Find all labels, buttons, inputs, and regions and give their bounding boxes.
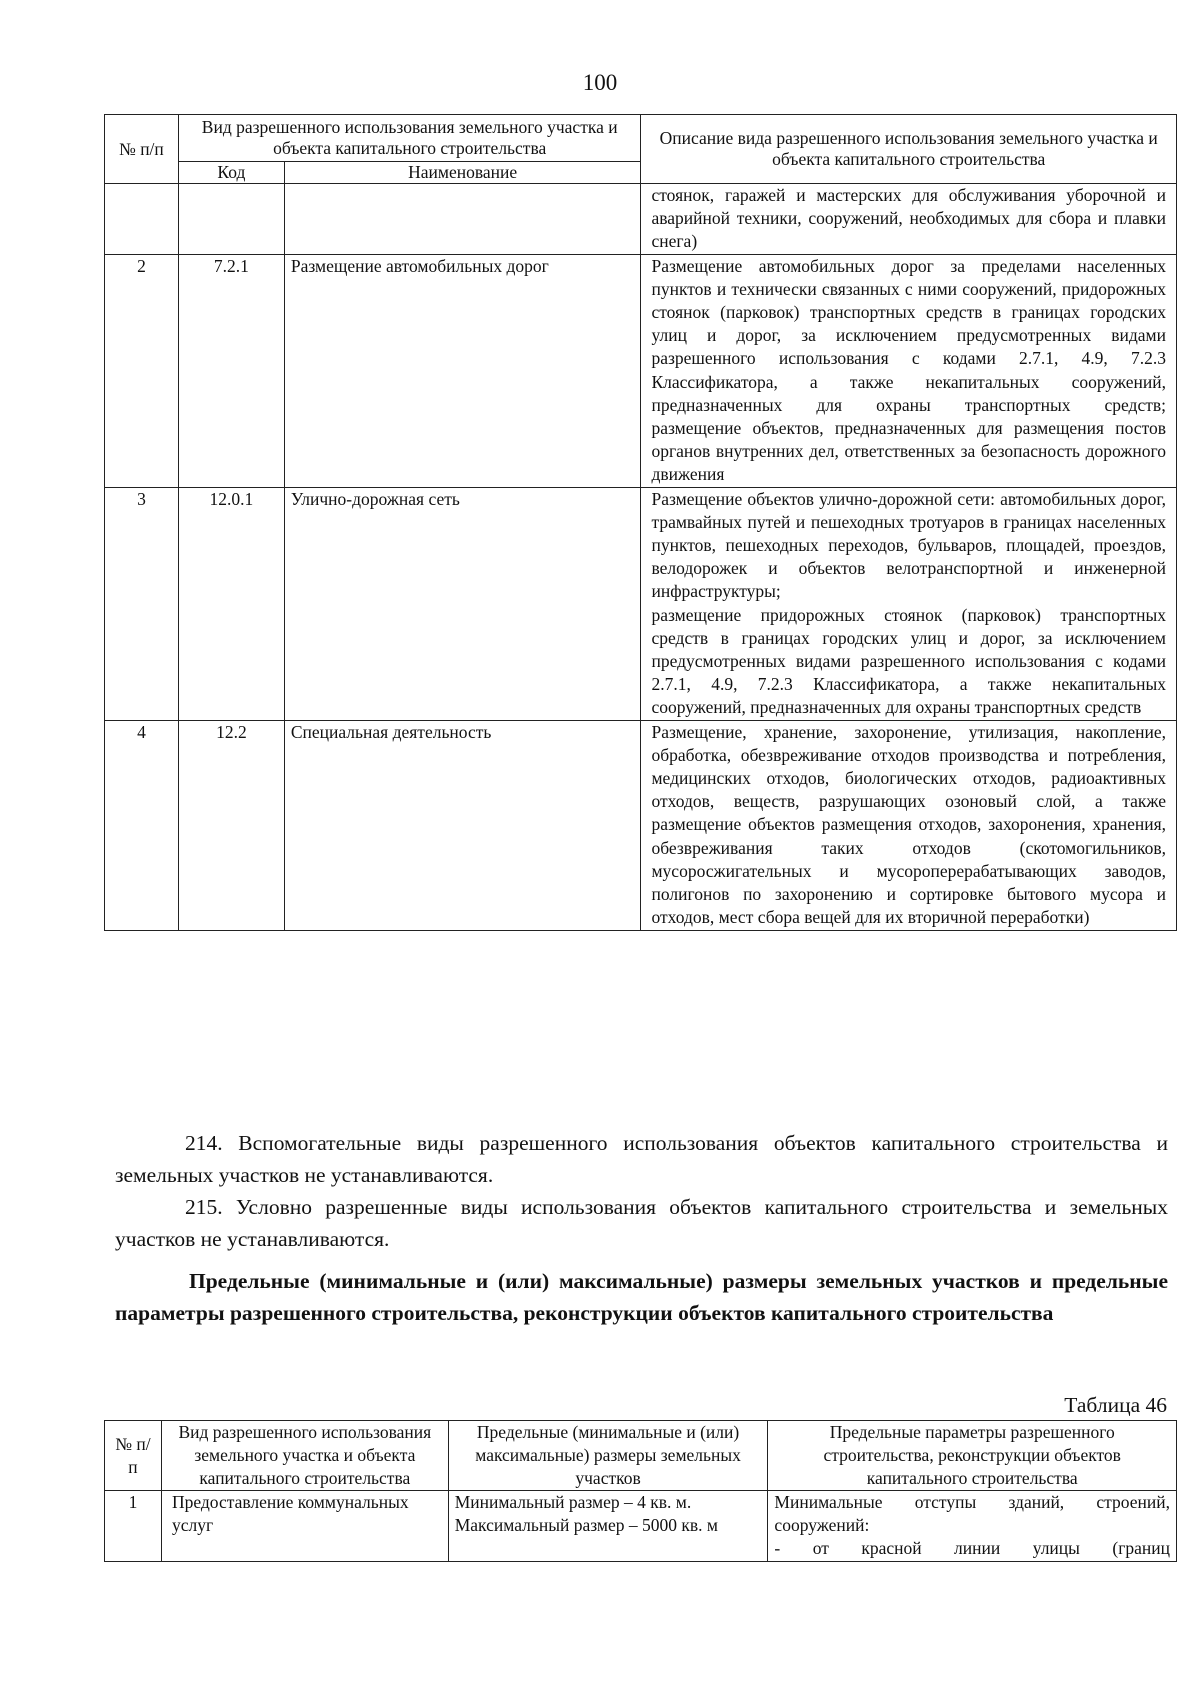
header-params: Предельные параметры разрешенного строительства, реконструкции объектов капитального строительства <box>768 1421 1177 1491</box>
paragraph-214-text: 214. Вспомогательные виды разрешенного использования объектов капитального строительства и земельных участков не устанавливаются. <box>115 1131 1168 1187</box>
table-row <box>105 720 1177 930</box>
header-kind: Вид разрешенного использования земельного участка и объекта капитального строительства <box>161 1421 448 1491</box>
paragraph-215 <box>115 1191 1168 1255</box>
description-part: Размещение автомобильных дорог за пределами населенных пунктов и технически связанных с ними сооружений, придорожных стоянок (парковок) транспортных средств в границах городских улиц и дорог, за исключением предусмотренных видами разрешенного использования с кодами 2.7.1, 4.9, 7.2.3 Классификатора, а также некапитальных сооружений, предназначенных для охраны транспортных средств; <box>651 255 1166 415</box>
header-code: Код <box>178 162 284 184</box>
row-name: Улично-дорожная сеть <box>284 487 641 720</box>
row-num: 4 <box>105 720 179 930</box>
row-name: Размещение автомобильных дорог <box>284 254 641 487</box>
section-heading: Предельные (минимальные и (или) максимальные) размеры земельных участков и предельные параметры разрешенного строительства, реконструкции объектов капитального строительства <box>115 1269 1168 1325</box>
row-code: 12.2 <box>178 720 284 930</box>
description-part: Размещение объектов улично-дорожной сети: автомобильных дорог, трамвайных путей и пешеходных тротуаров в границах населенных пунктов, пешеходных переходов, бульваров, площадей, проездов, велодорожек и объектов велотранспортной и инженерной инфраструктуры; <box>651 488 1166 602</box>
description-cell <box>641 487 1177 720</box>
row-params <box>768 1491 1177 1562</box>
description-part: размещение объектов, предназначенных для размещения постов органов внутренних дел, ответственных за безопасность дорожного движения <box>651 418 1166 485</box>
header-name: Наименование <box>284 162 641 184</box>
paragraph-215-text: 215. Условно разрешенные виды использования объектов капитального строительства и земельных участков не устанавливаются. <box>115 1195 1168 1251</box>
paragraph-214 <box>115 1127 1168 1191</box>
row-kind: Предоставление коммунальных услуг <box>161 1491 448 1562</box>
params-text: Минимальные отступы зданий, строений, сооружений: <box>774 1492 1170 1536</box>
row-num: 2 <box>105 254 179 487</box>
row-name: Специальная деятельность <box>284 720 641 930</box>
row-code: 7.2.1 <box>178 254 284 487</box>
header-num: № п/п <box>105 115 179 184</box>
params-text: - от красной линии улицы (границ <box>774 1538 1170 1559</box>
row-num: 1 <box>105 1491 162 1562</box>
sizes-max: Максимальный размер – 5000 кв. м <box>454 1515 718 1536</box>
header-num: № п/п <box>105 1421 162 1491</box>
land-use-table <box>104 114 1177 931</box>
sizes-min: Минимальный размер – 4 кв. м. <box>454 1492 692 1512</box>
row-sizes <box>448 1491 768 1562</box>
page-number: 100 <box>582 70 618 95</box>
header-description: Описание вида разрешенного использования земельного участка и объекта капитального строительства <box>641 115 1177 184</box>
row-num: 3 <box>105 487 179 720</box>
table-label: Таблица 46 <box>1064 1393 1167 1417</box>
parameters-table <box>104 1420 1177 1562</box>
header-sizes: Предельные (минимальные и (или) максимальные) размеры земельных участков <box>448 1421 768 1491</box>
table-row <box>105 254 1177 487</box>
row-code: 12.0.1 <box>178 487 284 720</box>
table-row <box>105 1491 1177 1562</box>
description-cell: стоянок, гаражей и мастерских для обслуживания уборочной и аварийной техники, сооружений, необходимых для сбора и плавки снега) <box>641 184 1177 255</box>
header-kind: Вид разрешенного использования земельного участка и объекта капитального строительства <box>178 115 641 162</box>
table-row <box>105 487 1177 720</box>
table-row-continuation <box>105 184 1177 255</box>
description-part: размещение придорожных стоянок (парковок) транспортных средств в границах городских улиц и дорог, за исключением предусмотренных видами разрешенного использования с кодами 2.7.1, 4.9, 7.2.3 Классификатора, а также некапитальных сооружений, предназначенных для охраны транспортных средств <box>651 604 1166 718</box>
description-cell: Размещение, хранение, захоронение, утилизация, накопление, обработка, обезвреживание отходов производства и потребления, медицинских отходов, биологических отходов, радиоактивных отходов, веществ, разрушающих озоновый слой, а также размещение объектов размещения отходов, захоронения, хранения, обезвреживания таких отходов (скотомогильников, мусоросжигательных и мусороперерабатывающих заводов, полигонов по захоронению и сортировке бытового мусора и отходов, мест сбора вещей для их вторичной переработки) <box>641 720 1177 930</box>
description-cell <box>641 254 1177 487</box>
